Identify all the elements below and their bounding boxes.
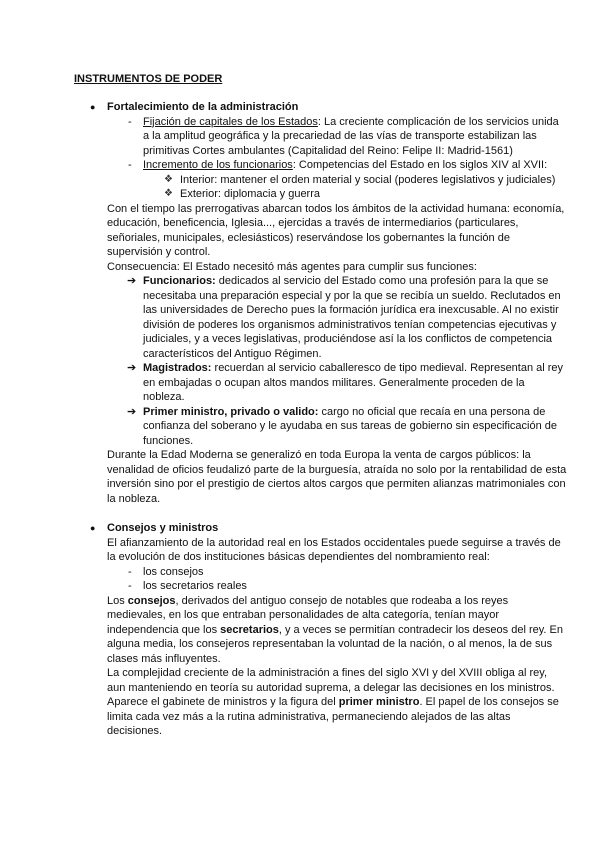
text-run: La complejidad creciente de la administración a fines del siglo XVI y del XVIII obliga al rey, [107,667,548,679]
arrow-item [127,361,600,405]
text-run: judiciales, y a veces legislativas, produciéndose así la los conflictos de competencia [143,333,553,345]
text-run: Aparece el gabinete de ministros y la figura del [107,696,339,708]
text-line [107,623,600,638]
dash-icon: - [128,580,132,592]
text-run: confianza del soberano y le ayudaba en sus tareas de gobierno sin especificación de [143,420,557,432]
text-line [143,158,600,173]
text-line [107,216,600,231]
section-fortalecimiento [0,100,600,739]
text-line [180,173,600,188]
text-run: la nobleza. [107,492,161,505]
diamond-item-text [180,187,600,202]
text-line [107,463,600,478]
text-line [107,100,600,115]
page-title: INSTRUMENTOS DE PODER [74,73,223,85]
bold-text: primer ministro [338,696,420,708]
text-line [107,637,600,652]
text-run: característicos del Antiguo Régimen. [143,347,322,360]
dash-item [128,115,600,159]
paragraph [107,202,600,260]
text-line [143,144,600,159]
text-line [107,245,600,260]
text-run: venalidad de oficios feudalizó parte de la burguesía, atraída no solo por la rentabilidad de esta [107,463,567,476]
text-run: necesitaba una preparación especial y por la que se recibía un sueldo. Reclutados en [143,289,561,302]
bold-text: Consejos y ministros [107,522,219,534]
arrow-item-text [143,361,600,405]
text-line [107,724,600,739]
underlined-text: Fijación de capitales de los Estados [143,115,318,128]
text-run: Con el tiempo las prerrogativas abarcan todos los ámbitos de la actividad humana: economía, [107,202,565,215]
underlined-text: Incremento de los funcionarios [143,159,293,171]
text-run: Consecuencia: El Estado necesitó más agentes para cumplir sus funciones: [107,260,477,273]
dash-item [128,565,600,580]
text-run: medievales, en los que entraban personalidades de alta categoría, tenían mayor [107,609,499,621]
text-line [107,608,600,623]
dash-item-text [143,579,600,594]
text-line [143,419,600,434]
text-line [107,260,600,275]
text-line [107,594,600,609]
text-run: . El papel de los consejos se [419,696,559,708]
text-run: dedicados al servicio del Estado como una profesión para la que se [215,275,549,287]
bold-text: Funcionarios: [143,275,216,287]
text-line [143,332,600,347]
text-run: a la amplitud geográfica y la precariedad de las vías de transporte estabilizan las [143,130,537,142]
text-run: Los [107,594,128,607]
text-line [143,129,600,144]
paragraph [107,260,600,275]
text-run: alguna media, los consejeros representaban la voluntad de la nación, o al menos, la de sus [107,638,553,650]
text-run: funciones. [143,434,194,447]
bold-text: Magistrados: [143,362,212,374]
dash-icon: - [128,159,132,171]
text-run: : La creciente complicación de los servicios unida [317,115,559,128]
text-line [143,303,600,318]
arrow-icon: ➔ [127,362,137,374]
text-run: inversión sino por el prestigio de ciertos altos cargos que permiten alianzas matrimoniales con [107,478,566,490]
dash-item [128,158,600,173]
arrow-item [127,405,600,449]
text-line [107,666,600,681]
bold-text: Fortalecimiento de la administración [107,101,299,113]
text-run: clases más influyentes. [107,652,221,665]
diamond-item-text [180,173,600,188]
text-line [107,695,600,710]
text-line [107,550,600,565]
text-line [107,492,600,507]
text-line [180,187,600,202]
text-run: señoriales, municipales, eclesiásticos) reservándose los gobernantes la función de [107,231,510,244]
text-line [107,202,600,217]
text-line [143,405,600,420]
text-line [143,390,600,405]
text-run: primitivas Cortes ambulantes (Capitalidad del Reino: Felipe II: Madrid-1561) [143,144,513,157]
text-line [143,579,600,594]
text-line [107,681,600,696]
text-line [143,434,600,449]
text-line [143,347,600,362]
text-line [143,565,600,580]
bullet-icon: ● [90,102,96,112]
arrow-icon: ➔ [127,405,137,418]
dash-item [128,579,600,594]
paragraph [107,448,600,506]
text-run: educación, beneficencia, Iglesia..., ejercidas a través de intermediarios (particulares, [107,217,519,229]
text-run: Interior: mantener el orden material y social (poderes legislativos y judiciales) [180,173,556,186]
text-run: los secretarios reales [143,580,247,592]
arrow-item-text [143,405,600,449]
text-line [143,318,600,333]
text-run: nobleza. [143,391,185,403]
paragraph [107,666,600,739]
section-heading [90,100,600,115]
text-run: Exterior: diplomacia y guerra [180,188,321,200]
text-line [143,289,600,304]
arrow-icon: ➔ [127,275,137,287]
diamond-item [164,187,600,202]
text-run: cargo no oficial que recaía en una persona de [318,405,546,418]
text-line [143,361,600,376]
text-line [143,376,600,391]
text-line [107,231,600,246]
text-run: Durante la Edad Moderna se generalizó en toda Europa la venta de cargos públicos: la [107,449,531,461]
text-run: aun manteniendo en teoría su autoridad suprema, a delegar las decisiones en los ministros. [107,681,555,694]
text-line [107,536,600,551]
dash-item-text [143,158,600,173]
bullet-icon: ● [90,523,96,533]
section-heading [90,521,600,536]
text-line [143,115,600,130]
text-line [107,448,600,463]
text-run: , y a veces se permitían contradecir los deseos del rey. En [278,623,563,636]
heading-text [107,100,600,115]
diamond-bullet-icon: ❖ [164,188,173,199]
paragraph [107,536,600,565]
text-run: , derivados del antiguo consejo de notables que rodeaba a los reyes [175,594,509,607]
text-run: decisiones. [107,725,163,737]
arrow-item-text [143,274,600,361]
bold-text: consejos [127,594,176,607]
arrow-item [127,274,600,361]
text-line [143,274,600,289]
text-run: en embajadas o ocupan altos mandos militares. Generalmente proceden de la [143,376,525,389]
bold-text: Primer ministro, privado o valido: [143,405,319,418]
dash-icon: - [128,115,132,128]
text-run: supervisión y control. [107,246,211,258]
text-run: los consejos [143,565,204,578]
text-run: recuerdan al servicio caballeresco de tipo medieval. Representan al rey [211,362,564,374]
text-run: limita cada vez más a la rutina administrativa, permaneciendo alejados de las altas [107,710,511,723]
heading-text [107,521,600,536]
text-run: El afianzamiento de la autoridad real en los Estados occidentales puede seguirse a través de [107,536,561,549]
diamond-item [164,173,600,188]
text-line [107,652,600,667]
text-run: división de poderes los organismos administrativos tenían competencias ejecutivas y [143,318,557,331]
dash-icon: - [128,565,132,578]
text-run: la evolución de dos instituciones básicas dependientes del nombramiento real: [107,551,490,563]
diamond-bullet-icon: ❖ [164,173,173,185]
dash-item-text [143,115,600,159]
text-line [107,477,600,492]
paragraph [107,594,600,667]
text-line [107,521,600,536]
dash-item-text [143,565,600,580]
text-run: : Competencias del Estado en los siglos XIV al XVII: [292,159,548,171]
text-run: las universidades de Derecho pues la formación jurídica era inexcusable. Al no existir [143,304,559,316]
text-line [107,710,600,725]
text-run: independencia que los [107,623,221,636]
bold-text: secretarios [220,623,279,636]
